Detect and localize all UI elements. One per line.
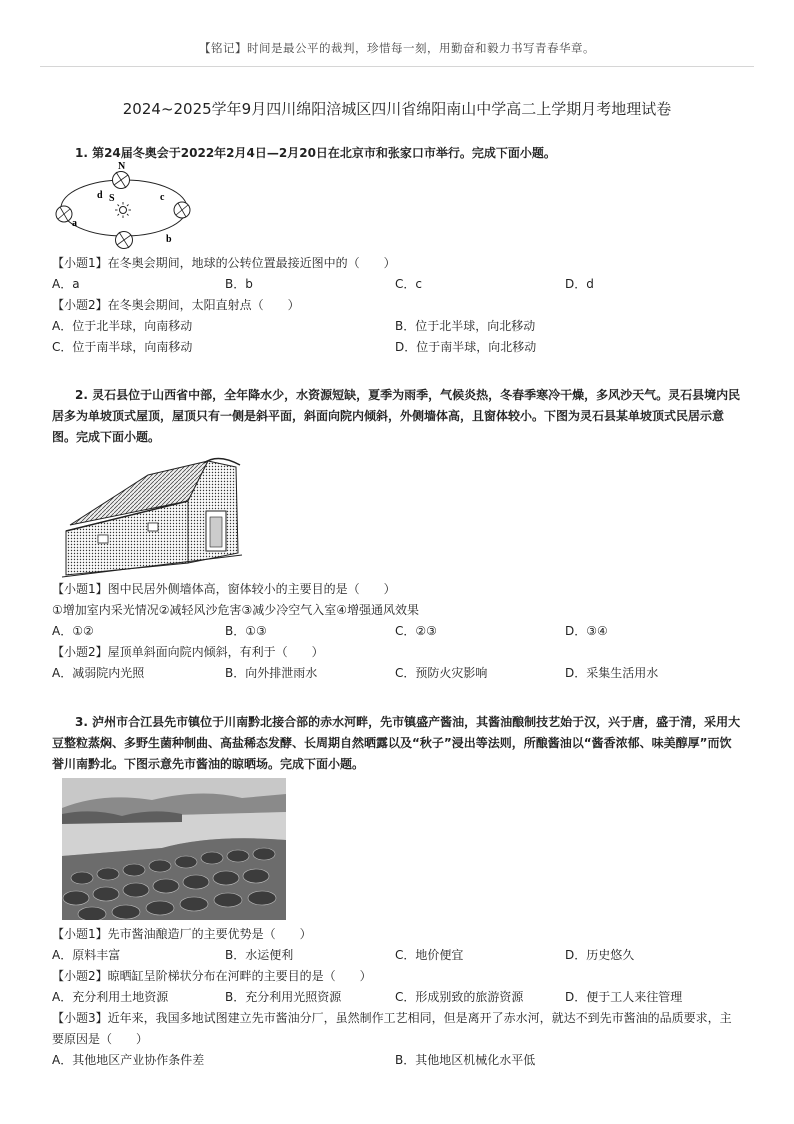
q3-sub2-option-a: A．充分利用土地资源 <box>52 990 169 1004</box>
q2-sub1-option-c: C．②③ <box>395 624 437 638</box>
earth-orbit-diagram <box>52 158 202 250</box>
q1-sub1-option-c: C．c <box>395 277 422 291</box>
q3-sub3-prompt: 【小题3】近年来，我国多地试图建立先市酱油分厂，虽然制作工艺相同，但是离开了赤水河，就达不到先市酱油的品质要求，主要原因是（ ） <box>52 1011 732 1046</box>
q3-sub1-option-b: B．水运便利 <box>225 948 294 962</box>
label-b: b <box>166 234 172 245</box>
q2-sub2-option-b: B．向外排泄雨水 <box>225 666 318 680</box>
q2-sub1-option-d: D．③④ <box>565 624 608 638</box>
sauce-drying-yard-photo <box>62 778 286 920</box>
q1-sub2-option-c: C．位于南半球，向南移动 <box>52 340 193 354</box>
q1-sub2-prompt: 【小题2】在冬奥会期间，太阳直射点（ ） <box>52 298 300 312</box>
header-divider <box>40 66 754 67</box>
q1-sub2-option-d: D．位于南半球，向北移动 <box>395 340 537 354</box>
q2-sub2-option-a: A．减弱院内光照 <box>52 666 145 680</box>
q3-sub2-option-c: C．形成别致的旅游资源 <box>395 990 524 1004</box>
q1-sub2-option-a: A．位于北半球，向南移动 <box>52 319 193 333</box>
single-slope-house-illustration <box>58 453 248 579</box>
question-2-stem: 2. 灵石县位于山西省中部，全年降水少，水资源短缺，夏季为雨季，气候炎热，冬春季寒冷干燥，多风沙天气。灵石县境内民居多为单坡顶式屋顶，屋顶只有一侧是斜平面，斜面向院内倾斜，外侧墙体高，且窗体较小。下图为灵石县某单坡顶式民居示意图。完成下面小题。 <box>52 388 741 444</box>
q1-sub1-option-a: A．a <box>52 277 80 291</box>
q3-sub1-prompt: 【小题1】先市酱油酿造厂的主要优势是（ ） <box>52 927 312 941</box>
q3-sub3-option-a: A．其他地区产业协作条件差 <box>52 1053 205 1067</box>
question-3-stem: 3. 泸州市合江县先市镇位于川南黔北接合部的赤水河畔，先市镇盛产酱油，其酱油酿制技艺始于汉，兴于唐，盛于清，采用大豆整粒蒸焖、多野生菌种制曲、高盐稀态发酵、长周期自然晒露以及“秋子”浸出等法则，所酿酱油以“酱香浓郁、味美醇厚”而饮誉川南黔北。下图示意先市酱油的晾晒场。完成下面小题。 <box>52 715 741 771</box>
q1-sub1-prompt: 【小题1】在冬奥会期间，地球的公转位置最接近图中的（ ） <box>52 256 396 270</box>
q2-sub1-prompt: 【小题1】图中民居外侧墙体高，窗体较小的主要目的是（ ） <box>52 582 396 596</box>
q3-sub3-option-b: B．其他地区机械化水平低 <box>395 1053 536 1067</box>
label-d: d <box>97 190 103 201</box>
question-1-stem: 1. 第24届冬奥会于2022年2月4日—2月20日在北京市和张家口市举行。完成下面小题。 <box>75 146 556 160</box>
q2-sub1-option-a: A．①② <box>52 624 94 638</box>
q2-sub2-option-c: C．预防火灾影响 <box>395 666 488 680</box>
label-a: a <box>72 218 77 229</box>
q3-sub2-prompt: 【小题2】晾晒缸呈阶梯状分布在河畔的主要目的是（ ） <box>52 969 372 983</box>
q2-sub1-statements: ①增加室内采光情况②减轻风沙危害③减少冷空气入室④增强通风效果 <box>52 603 420 617</box>
sun-icon <box>115 202 131 218</box>
q3-sub1-option-c: C．地价便宜 <box>395 948 464 962</box>
page-motto: 【铭记】时间是最公平的裁判，珍惜每一刻，用勤奋和毅力书写青春华章。 <box>199 41 595 55</box>
q2-sub2-option-d: D．采集生活用水 <box>565 666 659 680</box>
label-n: N <box>118 161 126 172</box>
exam-title: 2024~2025学年9月四川绵阳涪城区四川省绵阳南山中学高二上学期月考地理试卷 <box>122 100 672 118</box>
q1-sub1-option-d: D．d <box>565 277 594 291</box>
q3-sub2-option-d: D．便于工人来往管理 <box>565 990 683 1004</box>
q1-sub2-option-b: B．位于北半球，向北移动 <box>395 319 536 333</box>
q3-sub2-option-b: B．充分利用光照资源 <box>225 990 342 1004</box>
label-c: c <box>160 192 165 203</box>
label-s: S <box>109 193 115 204</box>
q3-sub1-option-d: D．历史悠久 <box>565 948 635 962</box>
q1-sub1-option-b: B．b <box>225 277 253 291</box>
q3-sub1-option-a: A．原料丰富 <box>52 948 121 962</box>
q2-sub2-prompt: 【小题2】屋顶单斜面向院内倾斜，有利于（ ） <box>52 645 324 659</box>
q2-sub1-option-b: B．①③ <box>225 624 267 638</box>
